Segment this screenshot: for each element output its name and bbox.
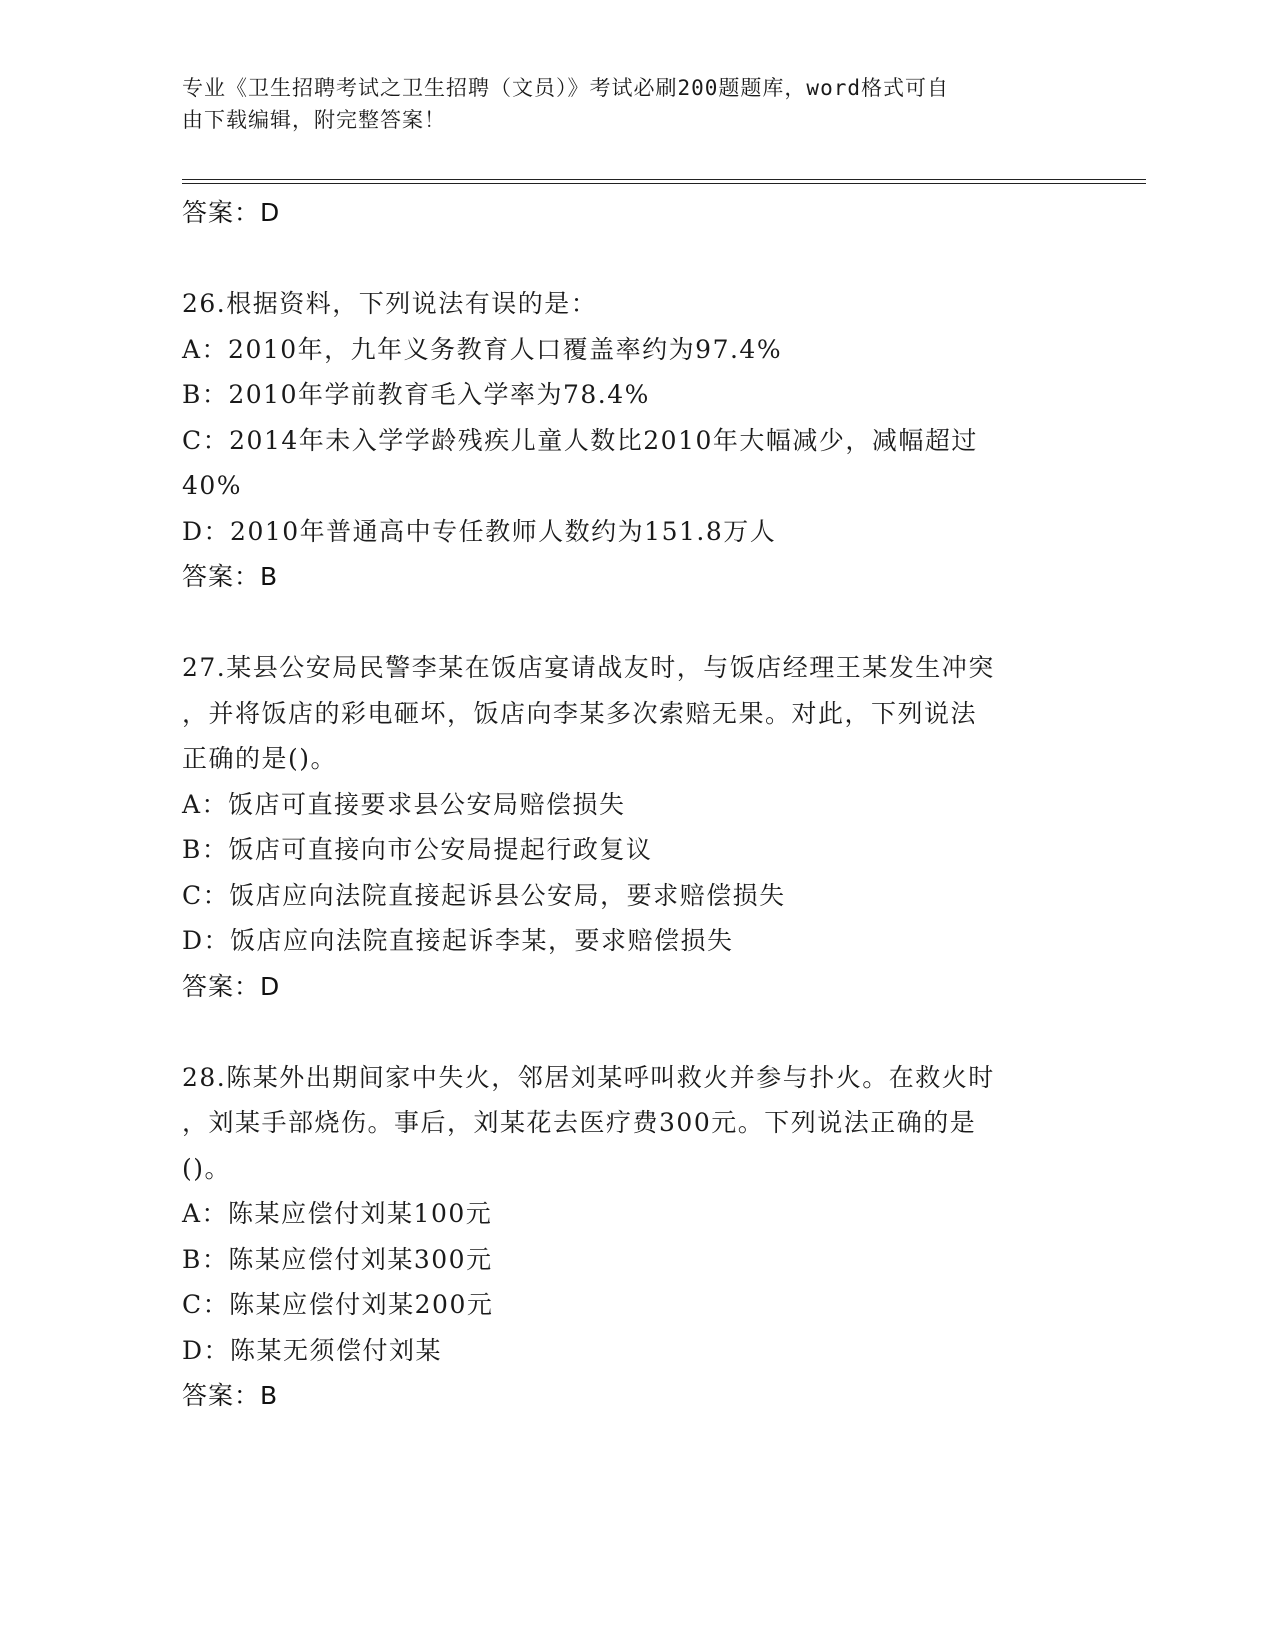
question-27 [182, 645, 1082, 1009]
previous-answer: 答案：D [182, 198, 281, 227]
option-b: B：2010年学前教育毛入学率为78.4% [182, 380, 650, 409]
option-a: A：2010年，九年义务教育人口覆盖率约为97.4% [182, 334, 783, 364]
header-line-1: 专业《卫生招聘考试之卫生招聘（文员）》考试必刷200题题库，word格式可自 [182, 76, 949, 100]
spacer [182, 600, 1082, 646]
question-stem: 28.陈某外出期间家中失火，邻居刘某呼叫救火并参与扑火。在救火时 [182, 1062, 995, 1092]
option-b: B：陈某应偿付刘某300元 [182, 1244, 493, 1274]
header-line-2: 由下载编辑，附完整答案！ [182, 108, 446, 132]
question-28 [182, 1055, 1082, 1419]
option-c: C：2014年未入学学龄残疾儿童人数比2010年大幅减少，减幅超过 [182, 425, 978, 455]
question-26 [182, 281, 1082, 600]
question-stem: 26.根据资料，下列说法有误的是： [182, 289, 598, 318]
option-a: A：陈某应偿付刘某100元 [182, 1199, 493, 1228]
question-stem-line-2: ，刘某手部烧伤。事后，刘某花去医疗费300元。下列说法正确的是 [182, 1108, 977, 1137]
question-stem-line-3: 正确的是()。 [182, 744, 338, 773]
header-divider-bottom [182, 183, 1146, 184]
spacer [182, 236, 1082, 282]
option-c: C：陈某应偿付刘某200元 [182, 1290, 494, 1319]
option-a: A：饭店可直接要求县公安局赔偿损失 [182, 789, 626, 819]
document-body [182, 190, 1082, 1419]
option-d: D：陈某无须偿付刘某 [182, 1335, 443, 1365]
answer: 答案：B [182, 1381, 279, 1410]
answer: 答案：D [182, 971, 281, 1001]
question-stem-line-2: ，并将饭店的彩电砸坏，饭店向李某多次索赔无果。对此，下列说法 [182, 698, 978, 728]
document-header [182, 72, 1062, 136]
spacer [182, 1009, 1082, 1055]
option-c-continued: 40% [182, 471, 243, 500]
header-divider-top [182, 179, 1146, 180]
option-c: C：饭店应向法院直接起诉县公安局，要求赔偿损失 [182, 880, 786, 910]
option-d: D：2010年普通高中专任教师人数约为151.8万人 [182, 516, 777, 546]
option-b: B：饭店可直接向市公安局提起行政复议 [182, 835, 653, 864]
option-d: D：饭店应向法院直接起诉李某，要求赔偿损失 [182, 926, 734, 955]
question-stem-line-3: ()。 [182, 1153, 232, 1183]
question-stem: 27.某县公安局民警李某在饭店宴请战友时，与饭店经理王某发生冲突 [182, 653, 995, 682]
answer: 答案：B [182, 562, 279, 591]
